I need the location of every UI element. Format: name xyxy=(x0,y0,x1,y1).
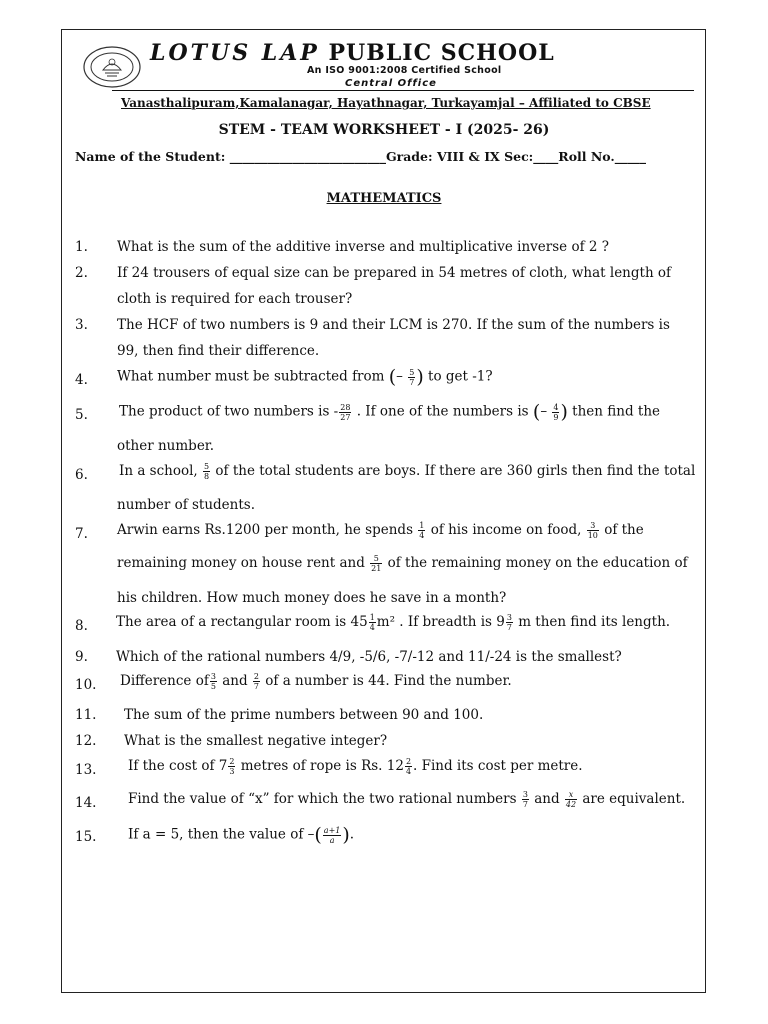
central-office: Central Office xyxy=(345,78,437,89)
question-text: What is the sum of the additive inverse and multiplicative inverse of 2 ? xyxy=(117,239,609,255)
question-text: Difference of $\frac{3}{5}$ and $\frac{2}{7}$ of a number is 44. Find the number. xyxy=(120,672,512,691)
worksheet-title: STEM - TEAM WORKSHEET - I (2025- 26) xyxy=(218,122,550,138)
question-number: 7. xyxy=(75,526,88,542)
question-text: Which of the rational numbers 4/9, -5/6, -7/-12 and 11/-24 is the smallest? xyxy=(116,649,622,665)
school-name xyxy=(150,40,555,66)
question-number: 2. xyxy=(75,265,88,281)
question-text: 99, then find their difference. xyxy=(117,343,320,359)
question-text: If a = 5, then the value of –( $\frac{a+1}{a}$ ). xyxy=(128,824,355,846)
fraction: $\frac{5}{8}$ xyxy=(204,462,210,481)
question-number: 1. xyxy=(75,239,88,255)
fraction: $\frac{3}{10}$ xyxy=(587,521,598,540)
fraction: $\frac{4}{9}$ xyxy=(553,402,559,422)
question-text: other number. xyxy=(117,438,215,454)
school-address: Vanasthalipuram,Kamalanagar, Hayathnagar, Turkayamjal – Affiliated to CBSE xyxy=(121,96,651,110)
question-text: remaining money on house rent and $\frac{5}{21}$ of the remaining money on the education of xyxy=(117,554,688,573)
question-text: Find the value of “x” for which the two rational numbers $\frac{3}{7}$ and $\frac{x}{42}$ are equivalent. xyxy=(128,790,686,809)
school-name-deco: LOTUS LAP xyxy=(150,40,320,66)
fraction: $\frac{a+1}{a}$ xyxy=(323,825,341,845)
question-number: 12. xyxy=(75,733,97,749)
question-number: 14. xyxy=(75,795,97,811)
question-text: his children. How much money does he save in a month? xyxy=(117,590,507,606)
fraction: $\frac{3}{7}$ xyxy=(522,790,528,809)
fraction: $\frac{5}{21}$ xyxy=(371,554,382,573)
question-text: The HCF of two numbers is 9 and their LCM is 270. If the sum of the numbers is xyxy=(117,317,670,333)
question-text: In a school, $\frac{5}{8}$ of the total students are boys. If there are 360 girls then find the total xyxy=(119,462,696,481)
subject-heading: MATHEMATICS xyxy=(326,191,442,206)
header-divider xyxy=(112,90,694,91)
iso-certification: An ISO 9001:2008 Certified School xyxy=(307,65,502,76)
fraction: $\frac{2}{7}$ xyxy=(253,672,259,691)
question-number: 13. xyxy=(75,762,97,778)
school-logo xyxy=(83,46,141,88)
question-text: number of students. xyxy=(117,497,255,513)
question-number: 8. xyxy=(75,618,88,634)
question-number: 3. xyxy=(75,317,88,333)
question-text: Arwin earns Rs.1200 per month, he spends $\frac{1}{4}$ of his income on food, $\frac{3}{10}$ of the xyxy=(117,521,644,540)
question-text: The area of a rectangular room is 45 $\frac{1}{4}$ m² . If breadth is 9 $\frac{3}{7}$ m then find its length. xyxy=(116,613,671,632)
question-number: 15. xyxy=(75,829,97,845)
question-text: If the cost of 7 $\frac{2}{3}$ metres of rope is Rs. 12 $\frac{2}{4}$ . Find its cost per metre. xyxy=(128,757,583,776)
school-name-plain: PUBLIC SCHOOL xyxy=(328,40,555,66)
fraction: $\frac{1}{4}$ xyxy=(419,521,425,540)
question-number: 4. xyxy=(75,372,88,388)
question-number: 6. xyxy=(75,467,88,483)
question-number: 10. xyxy=(75,677,97,693)
question-text: What is the smallest negative integer? xyxy=(124,733,388,749)
student-info-line: Name of the Student: _________________________Grade: VIII & IX Sec:____Roll No._____ xyxy=(75,149,647,164)
question-text: If 24 trousers of equal size can be prepared in 54 metres of cloth, what length of xyxy=(117,265,672,281)
question-text: cloth is required for each trouser? xyxy=(117,291,353,307)
fraction: $\frac{x}{42}$ xyxy=(565,790,577,809)
fraction: $\frac{28}{27}$ xyxy=(340,402,351,422)
question-number: 11. xyxy=(75,707,97,723)
fraction: $\frac{1}{4}$ xyxy=(369,613,375,632)
question-number: 9. xyxy=(75,649,88,665)
fraction: $\frac{2}{3}$ xyxy=(229,757,235,776)
question-text: The product of two numbers is - $\frac{28}{27}$ . If one of the numbers is (– $\frac{4}{9}$ ) then find the xyxy=(119,401,661,423)
question-text: The sum of the prime numbers between 90 and 100. xyxy=(124,707,484,723)
fraction: $\frac{2}{4}$ xyxy=(405,757,412,776)
fraction: $\frac{3}{7}$ xyxy=(506,613,512,632)
fraction: $\frac{3}{5}$ xyxy=(210,672,216,691)
fraction: $\frac{5}{7}$ xyxy=(409,367,415,387)
question-text: What number must be subtracted from (– $\frac{5}{7}$ ) to get -1? xyxy=(117,366,493,388)
question-number: 5. xyxy=(75,407,88,423)
